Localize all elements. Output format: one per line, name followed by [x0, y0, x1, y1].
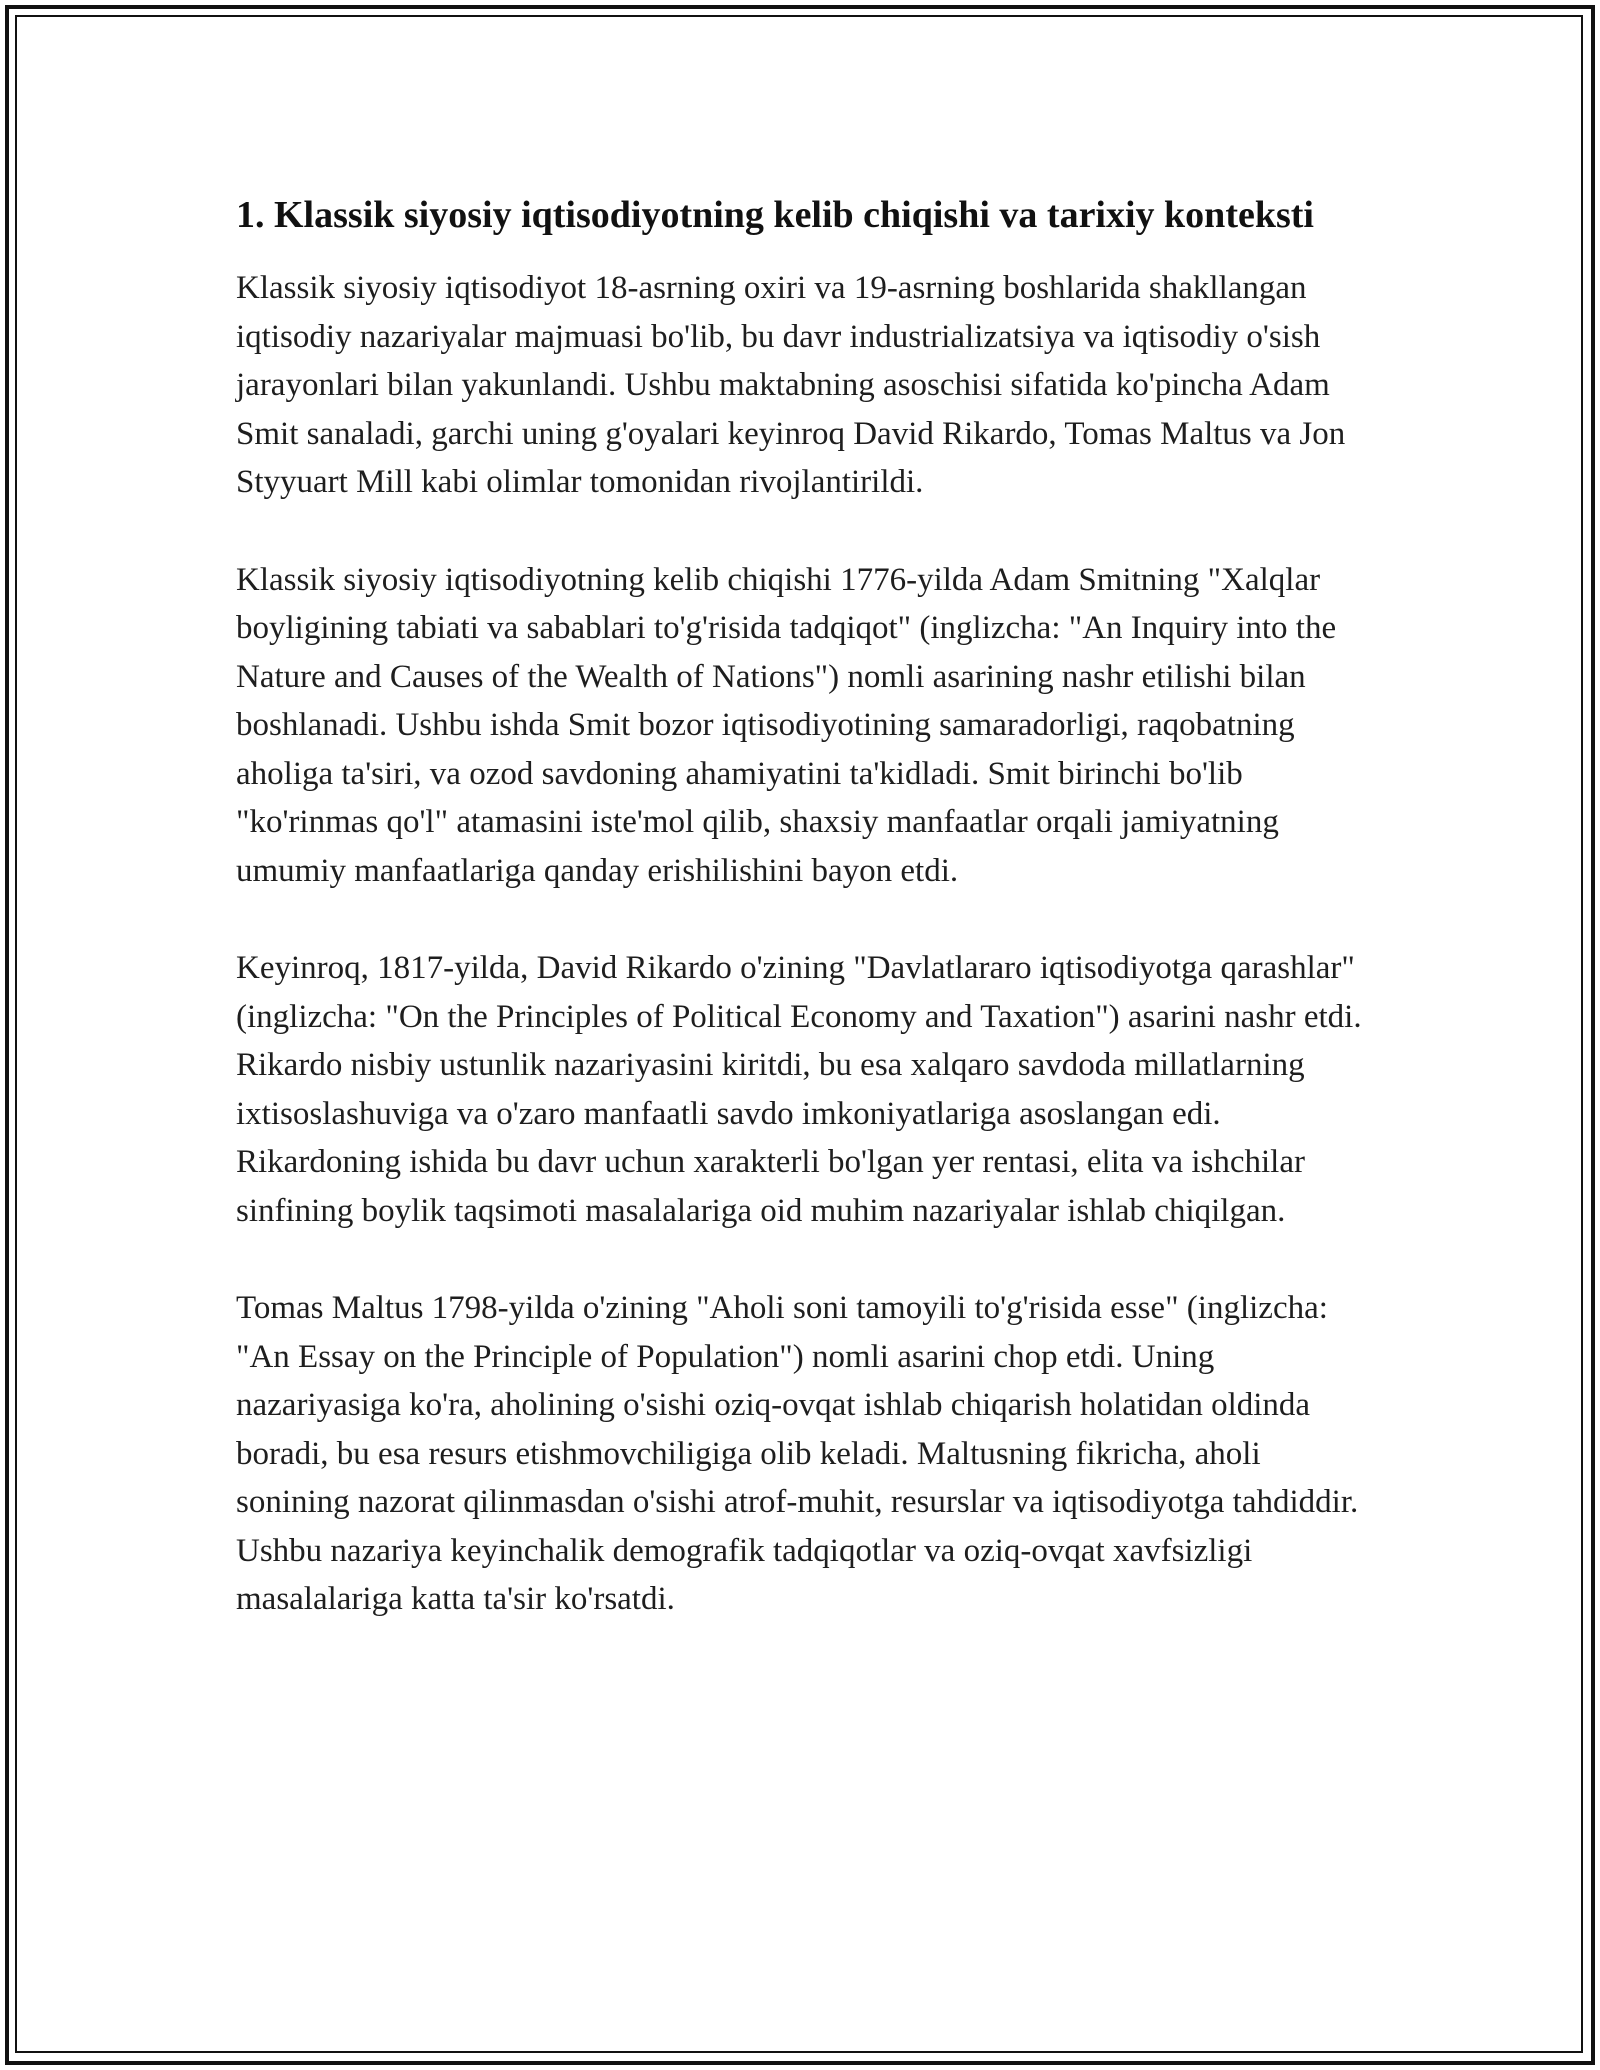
paragraph-4: Tomas Maltus 1798-yilda o'zining "Aholi soni tamoyili to'g'risida esse" (inglizcha: "An Essay on the Principle of Population") nomli asarini chop etdi. Uning nazariyasiga ko'ra, aholining o'sishi oziq-ovqat ishlab chiqarish holatidan oldinda boradi, bu esa resurs etishmovchiligiga olib keladi. Maltusning fikricha, aholi sonining nazorat qilinmasdan o'sishi atrof-muhit, resurslar va iqtisodiyotga tahdiddir. Ushbu nazariya keyinchalik demografik tadqiqotlar va oziq-ovqat xavfsizligi masalalariga katta ta'sir ko'rsatdi.	[236, 1290, 1359, 1617]
paragraph-3: Keyinroq, 1817-yilda, David Rikardo o'zining "Davlatlararo iqtisodiyotga qarashlar" (inglizcha: "On the Principles of Political Economy and Taxation") asarini nashr etdi. Rikardo nisbiy ustunlik nazariyasini kiritdi, bu esa xalqaro savdoda millatlarning ixtisoslashuviga va o'zaro manfaatli savdo imkoniyatlariga asoslangan edi. Rikardoning ishida bu davr uchun xarakterli bo'lgan yer rentasi, elita va ishchilar sinfining boylik taqsimoti masalalariga oid muhim nazariyalar ishlab chiqilgan.	[236, 950, 1362, 1229]
section-heading: 1. Klassik siyosiy iqtisodiyotning kelib chiqishi va tarixiy konteksti	[236, 194, 1314, 236]
paragraph-2: Klassik siyosiy iqtisodiyotning kelib chiqishi 1776-yilda Adam Smitning "Xalqlar boyligining tabiati va sabablari to'g'risida tadqiqot" (inglizcha: "An Inquiry into the Nature and Causes of the Wealth of Nations") nomli asarining nashr etilishi bilan boshlanadi. Ushbu ishda Smit bozor iqtisodiyotining samaradorligi, raqobatning aholiga ta'siri, va ozod savdoning ahamiyatini ta'kidladi. Smit birinchi bo'lib "ko'rinmas qo'l" atamasini iste'mol qilib, shaxsiy manfaatlar orqali jamiyatning umumiy manfaatlariga qanday erishilishini bayon etdi.	[236, 561, 1337, 889]
document-body	[236, 188, 1366, 1673]
paragraph-1: Klassik siyosiy iqtisodiyot 18-asrning oxiri va 19-asrning boshlarida shakllangan iqtisodiy nazariyalar majmuasi bo'lib, bu davr industrializatsiya va iqtisodiy o'sish jarayonlari bilan yakunlandi. Ushbu maktabning asoschisi sifatida ko'pincha Adam Smit sanaladi, garchi uning g'oyalari keyinroq David Rikardo, Tomas Maltus va Jon Styyuart Mill kabi olimlar tomonidan rivojlantirildi.	[236, 270, 1346, 500]
